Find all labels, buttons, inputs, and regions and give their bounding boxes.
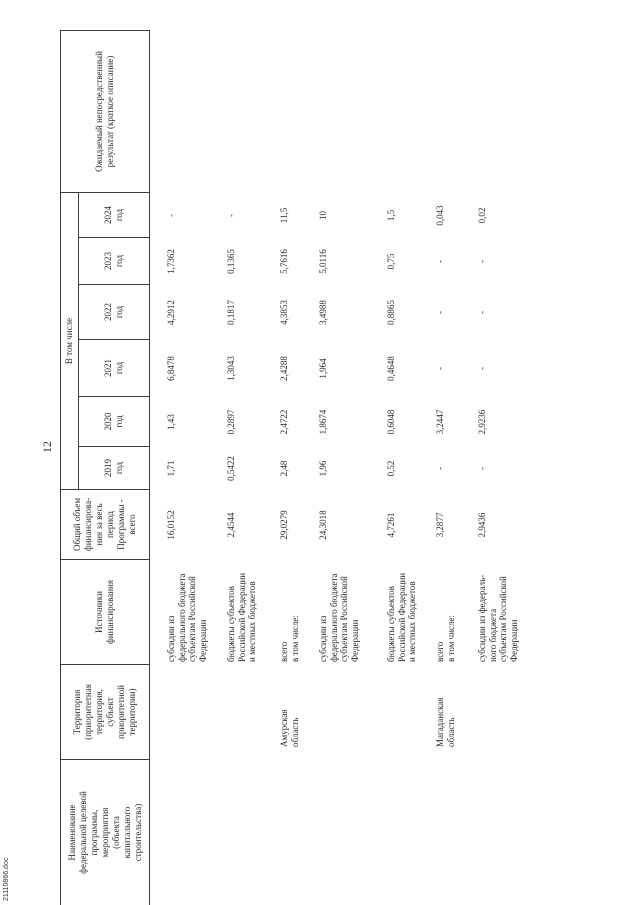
funding-source: всего в том числе:: [435, 615, 456, 662]
year-unit: год: [114, 305, 124, 319]
value-2022: 0,1817: [226, 300, 236, 325]
year-label: 2023: [103, 252, 113, 270]
year-label: 2024: [103, 206, 113, 224]
table-row: [318, 30, 366, 905]
value-2019: 1,96: [318, 460, 328, 477]
value-2019: 0,52: [386, 460, 396, 477]
funding-source: субсидии из федерального бюджета субъектам Российской Федерации: [166, 573, 208, 662]
value-2019: -: [477, 467, 487, 470]
value-2024: -: [166, 214, 176, 217]
value-2024: 10: [318, 211, 328, 220]
col-header-including: В том числе: [61, 193, 79, 490]
col-header-year-2023: [79, 238, 149, 285]
total-value: 29,0279: [279, 510, 289, 540]
table-header: [60, 30, 150, 905]
value-2022: -: [435, 311, 445, 314]
col-header-year-2024: [79, 193, 149, 238]
col-header-result: Ожидаемый непосредственный результат (краткое описание): [61, 31, 149, 193]
value-2020: 0,6048: [386, 409, 396, 435]
table-row: [386, 30, 434, 905]
funding-source: субсидии из федераль- ного бюджета субъектам Российской Федерации: [477, 574, 519, 662]
value-2019: -: [435, 467, 445, 470]
value-2024: 1,5: [386, 209, 396, 222]
year-label: 2020: [103, 412, 113, 431]
col-header-year-2022: [79, 285, 149, 340]
value-2023: -: [477, 260, 487, 263]
year-unit: год: [114, 208, 124, 222]
value-2021: 0,4648: [386, 356, 396, 381]
value-2024: 0,043: [435, 205, 445, 226]
total-value: 24,3018: [318, 510, 328, 540]
file-name-footer: 21110866.doc: [3, 857, 10, 901]
table-row: [477, 30, 525, 905]
total-value: 3,2877: [435, 512, 445, 538]
value-2021: 1,964: [318, 358, 328, 379]
year-label: 2019: [103, 459, 113, 477]
value-2020: 1,8674: [318, 409, 328, 435]
value-2022: -: [477, 311, 487, 314]
year-unit: год: [114, 254, 124, 268]
value-2024: -: [226, 214, 236, 217]
col-header-total: Общий объем финансирова- ния за весь период Программы - всего: [61, 490, 149, 560]
territory-name: Амурская область: [279, 709, 300, 747]
value-2023: 1,7362: [166, 249, 176, 274]
value-2020: 3,2447: [435, 409, 445, 435]
value-2022: 3,4988: [318, 300, 328, 325]
value-2021: -: [435, 367, 445, 370]
funding-source: бюджеты субъектов Российской Федерации и местных бюджетов: [386, 572, 418, 662]
value-2020: 2,9236: [477, 409, 487, 435]
col-header-year-2019: [79, 447, 149, 490]
col-header-name: Наименование федеральной целевой программы, мероприятия (объекта капитального строительства): [66, 791, 143, 874]
year-label: 2021: [103, 359, 113, 377]
value-2024: 11,5: [279, 207, 289, 224]
table-row: [435, 30, 483, 905]
value-2023: -: [435, 260, 445, 263]
col-header-sources: Источники финансирования: [61, 560, 149, 665]
value-2021: 6,8478: [166, 356, 176, 381]
page-number: 12: [40, 441, 54, 453]
total-value: 2,4544: [226, 512, 236, 538]
year-unit: год: [114, 415, 124, 428]
value-2020: 2,4722: [279, 409, 289, 435]
value-2023: 5,0116: [318, 249, 328, 274]
value-2019: 1,71: [166, 460, 176, 477]
funding-source: субсидии из федерального бюджета субъектам Российской Федерации: [318, 573, 360, 662]
table-row: [166, 30, 214, 905]
year-unit: год: [114, 361, 124, 375]
value-2022: 0,8865: [386, 300, 396, 325]
value-2022: 4,2912: [166, 300, 176, 325]
value-2021: -: [477, 367, 487, 370]
value-2019: 2,48: [279, 460, 289, 477]
value-2023: 0,1365: [226, 249, 236, 274]
territory-name: Магаданская область: [435, 697, 456, 747]
value-2020: 0,2897: [226, 409, 236, 435]
funding-source: бюджеты субъектов Российской Федерации и местных бюджетов: [226, 572, 258, 662]
col-header-year-2021: [79, 340, 149, 397]
value-2020: 1,43: [166, 414, 176, 430]
total-value: 16,0152: [166, 510, 176, 540]
value-2023: 0,75: [386, 253, 396, 270]
value-2024: 0,02: [477, 207, 487, 224]
value-2021: 2,4288: [279, 356, 289, 381]
year-label: 2022: [103, 303, 113, 321]
col-header-territory: Территория (приоритетная территория, субъект приоритетной территории): [61, 665, 149, 760]
value-2021: 1,3043: [226, 356, 236, 381]
value-2019: 0,5422: [226, 456, 236, 481]
table-row: [226, 30, 274, 905]
funding-source: всего в том числе:: [279, 615, 300, 662]
value-2023: 5,7616: [279, 249, 289, 274]
total-value: 2,9436: [477, 512, 487, 538]
col-header-year-2020: [79, 397, 149, 447]
total-value: 4,7261: [386, 512, 396, 538]
value-2022: 4,3853: [279, 300, 289, 325]
year-unit: год: [114, 461, 124, 475]
